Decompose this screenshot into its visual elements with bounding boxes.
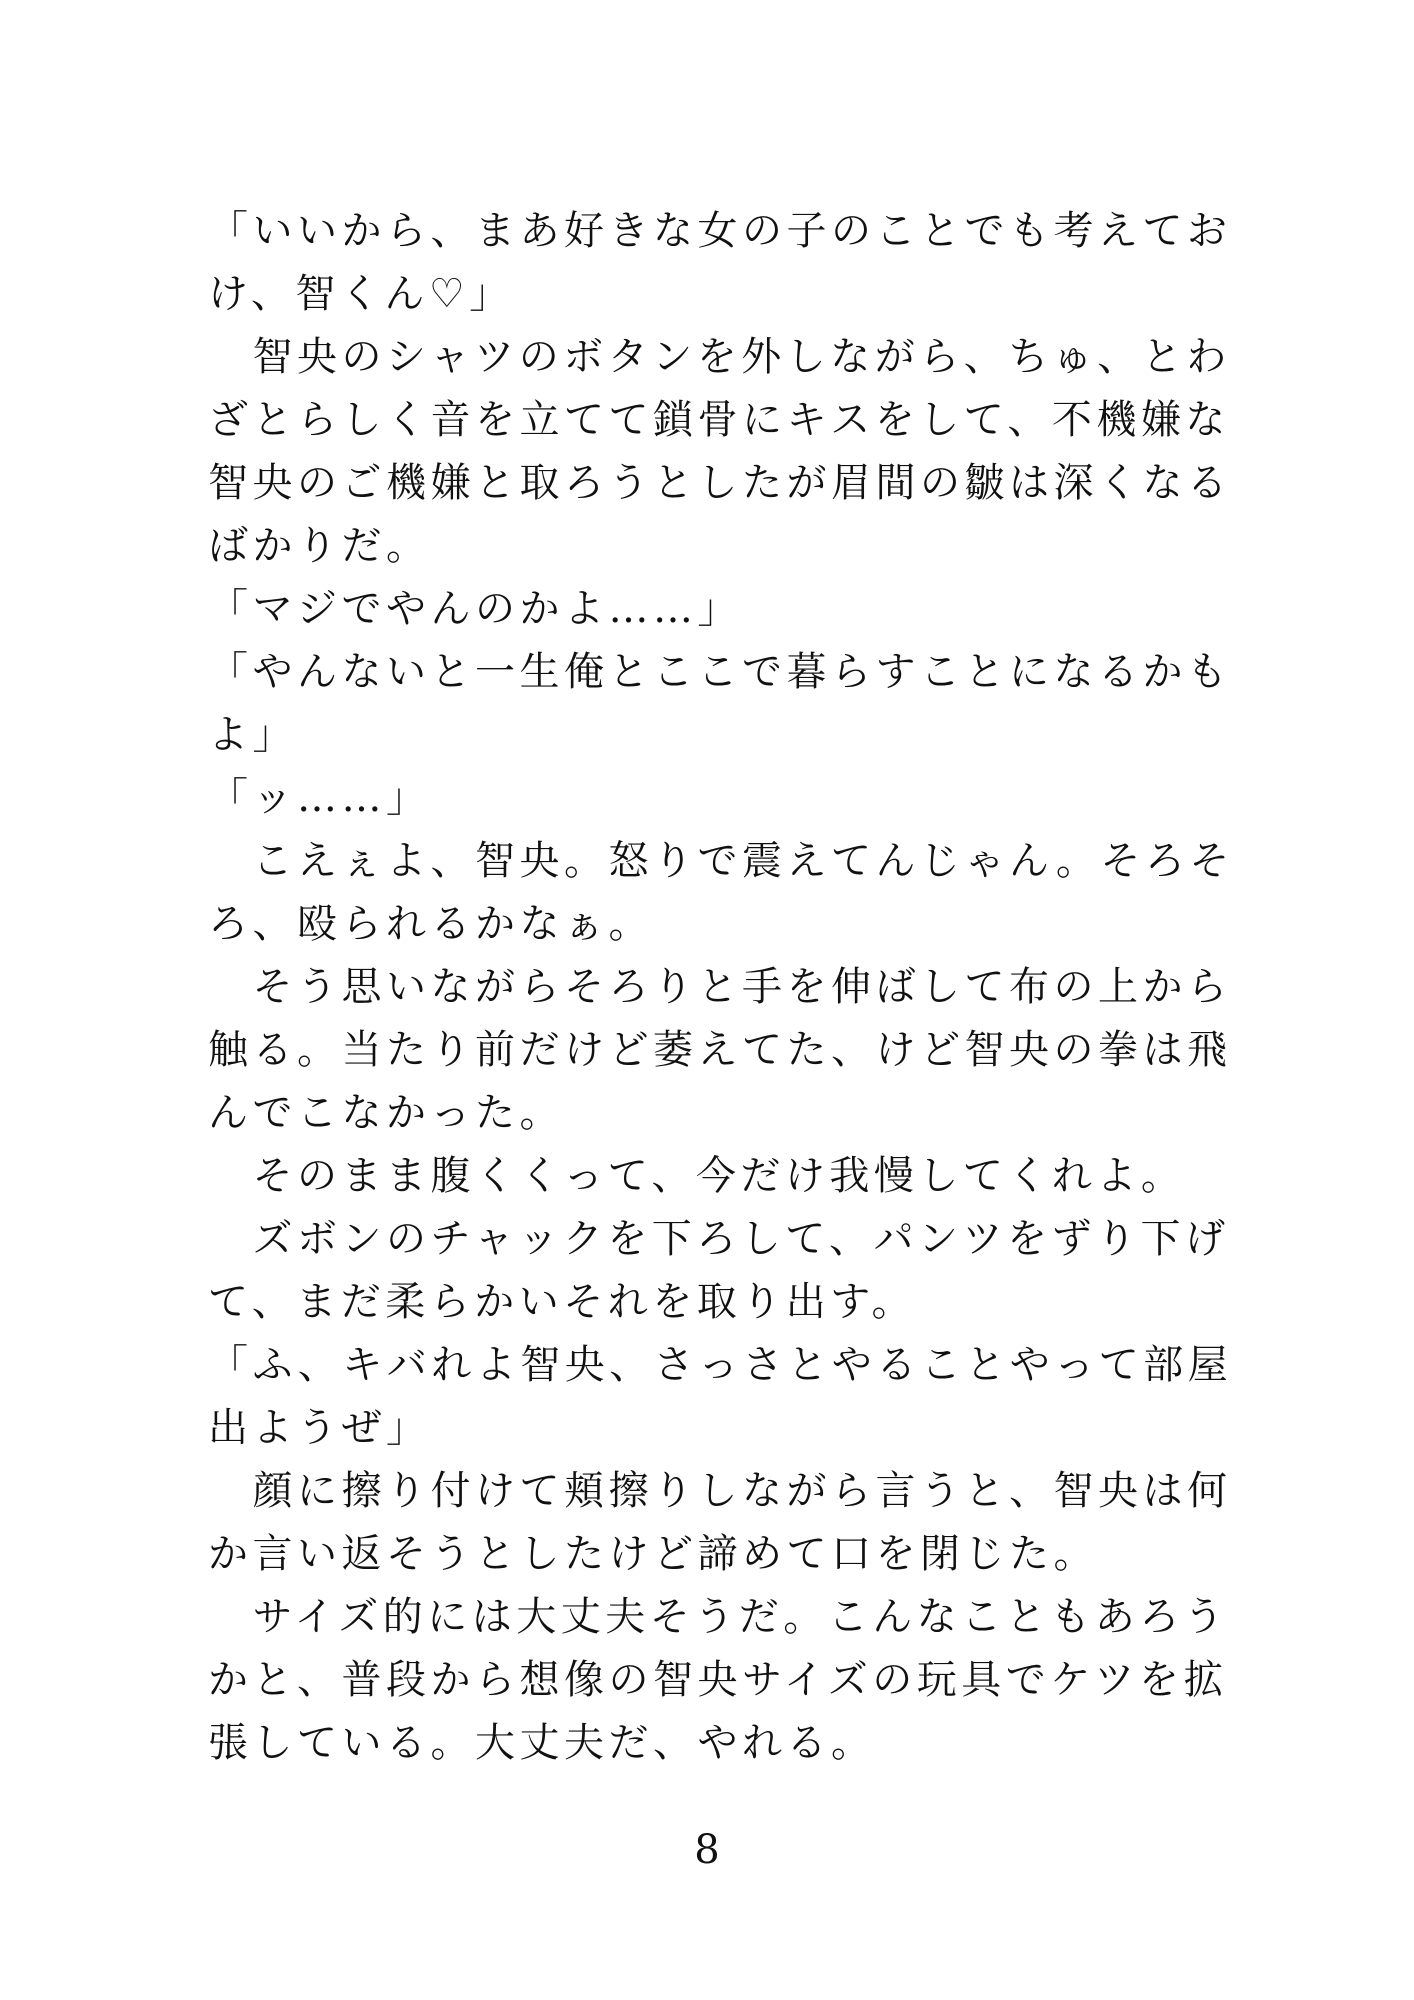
body-text: [208, 200, 1234, 1775]
text-line: 「ふ、キバれよ智央、さっさとやることやって部屋: [208, 1342, 1233, 1388]
text-line: 顔に擦り付けて頬擦りしながら言うと、智央は何: [208, 1468, 1232, 1514]
text-line: こえぇよ、智央。怒りで震えてんじゃん。そろそ: [208, 838, 1234, 884]
text-line: そう思いながらそろりと手を伸ばして布の上から: [208, 964, 1232, 1010]
text-line: サイズ的には大丈夫そうだ。こんなこともあろう: [208, 1594, 1229, 1640]
text-line: 「マジでやんのかよ……」: [208, 586, 742, 632]
page-number: 8: [694, 1827, 720, 1873]
text-line: ばかりだ。: [208, 523, 431, 569]
text-line: よ」: [208, 712, 297, 758]
text-line: か言い返そうとしたけど諦めて口を閉じた。: [208, 1531, 1098, 1577]
text-line: 触る。当たり前だけど萎えてた、けど智央の拳は飛: [208, 1027, 1232, 1073]
text-line: 張している。大丈夫だ、やれる。: [208, 1720, 876, 1766]
text-line: 「ッ……」: [208, 775, 431, 821]
text-line: 「いいから、まあ好きな女の子のことでも考えてお: [208, 208, 1232, 254]
text-line: そのまま腹くくって、今だけ我慢してくれよ。: [208, 1153, 1186, 1199]
text-line: 「やんないと一生俺とここで暮らすことになるかも: [208, 649, 1232, 695]
text-line: 智央のシャツのボタンを外しながら、ちゅ、とわ: [208, 334, 1231, 380]
text-line: 智央のご機嫌と取ろうとしたが眉間の皺は深くなる: [208, 460, 1232, 506]
text-line: かと、普段から想像の智央サイズの玩具でケツを拡: [208, 1657, 1228, 1703]
text-line: ズボンのチャックを下ろして、パンツをずり下げ: [208, 1216, 1230, 1262]
text-line: 出ようぜ」: [208, 1405, 431, 1451]
text-line: ざとらしく音を立てて鎖骨にキスをして、不機嫌な: [208, 397, 1230, 443]
text-line: ろ、殴られるかなぁ。: [208, 901, 653, 947]
text-line: んでこなかった。: [208, 1090, 564, 1136]
text-line: け、智くん♡」: [208, 271, 514, 317]
text-line: て、まだ柔らかいそれを取り出す。: [208, 1279, 916, 1325]
